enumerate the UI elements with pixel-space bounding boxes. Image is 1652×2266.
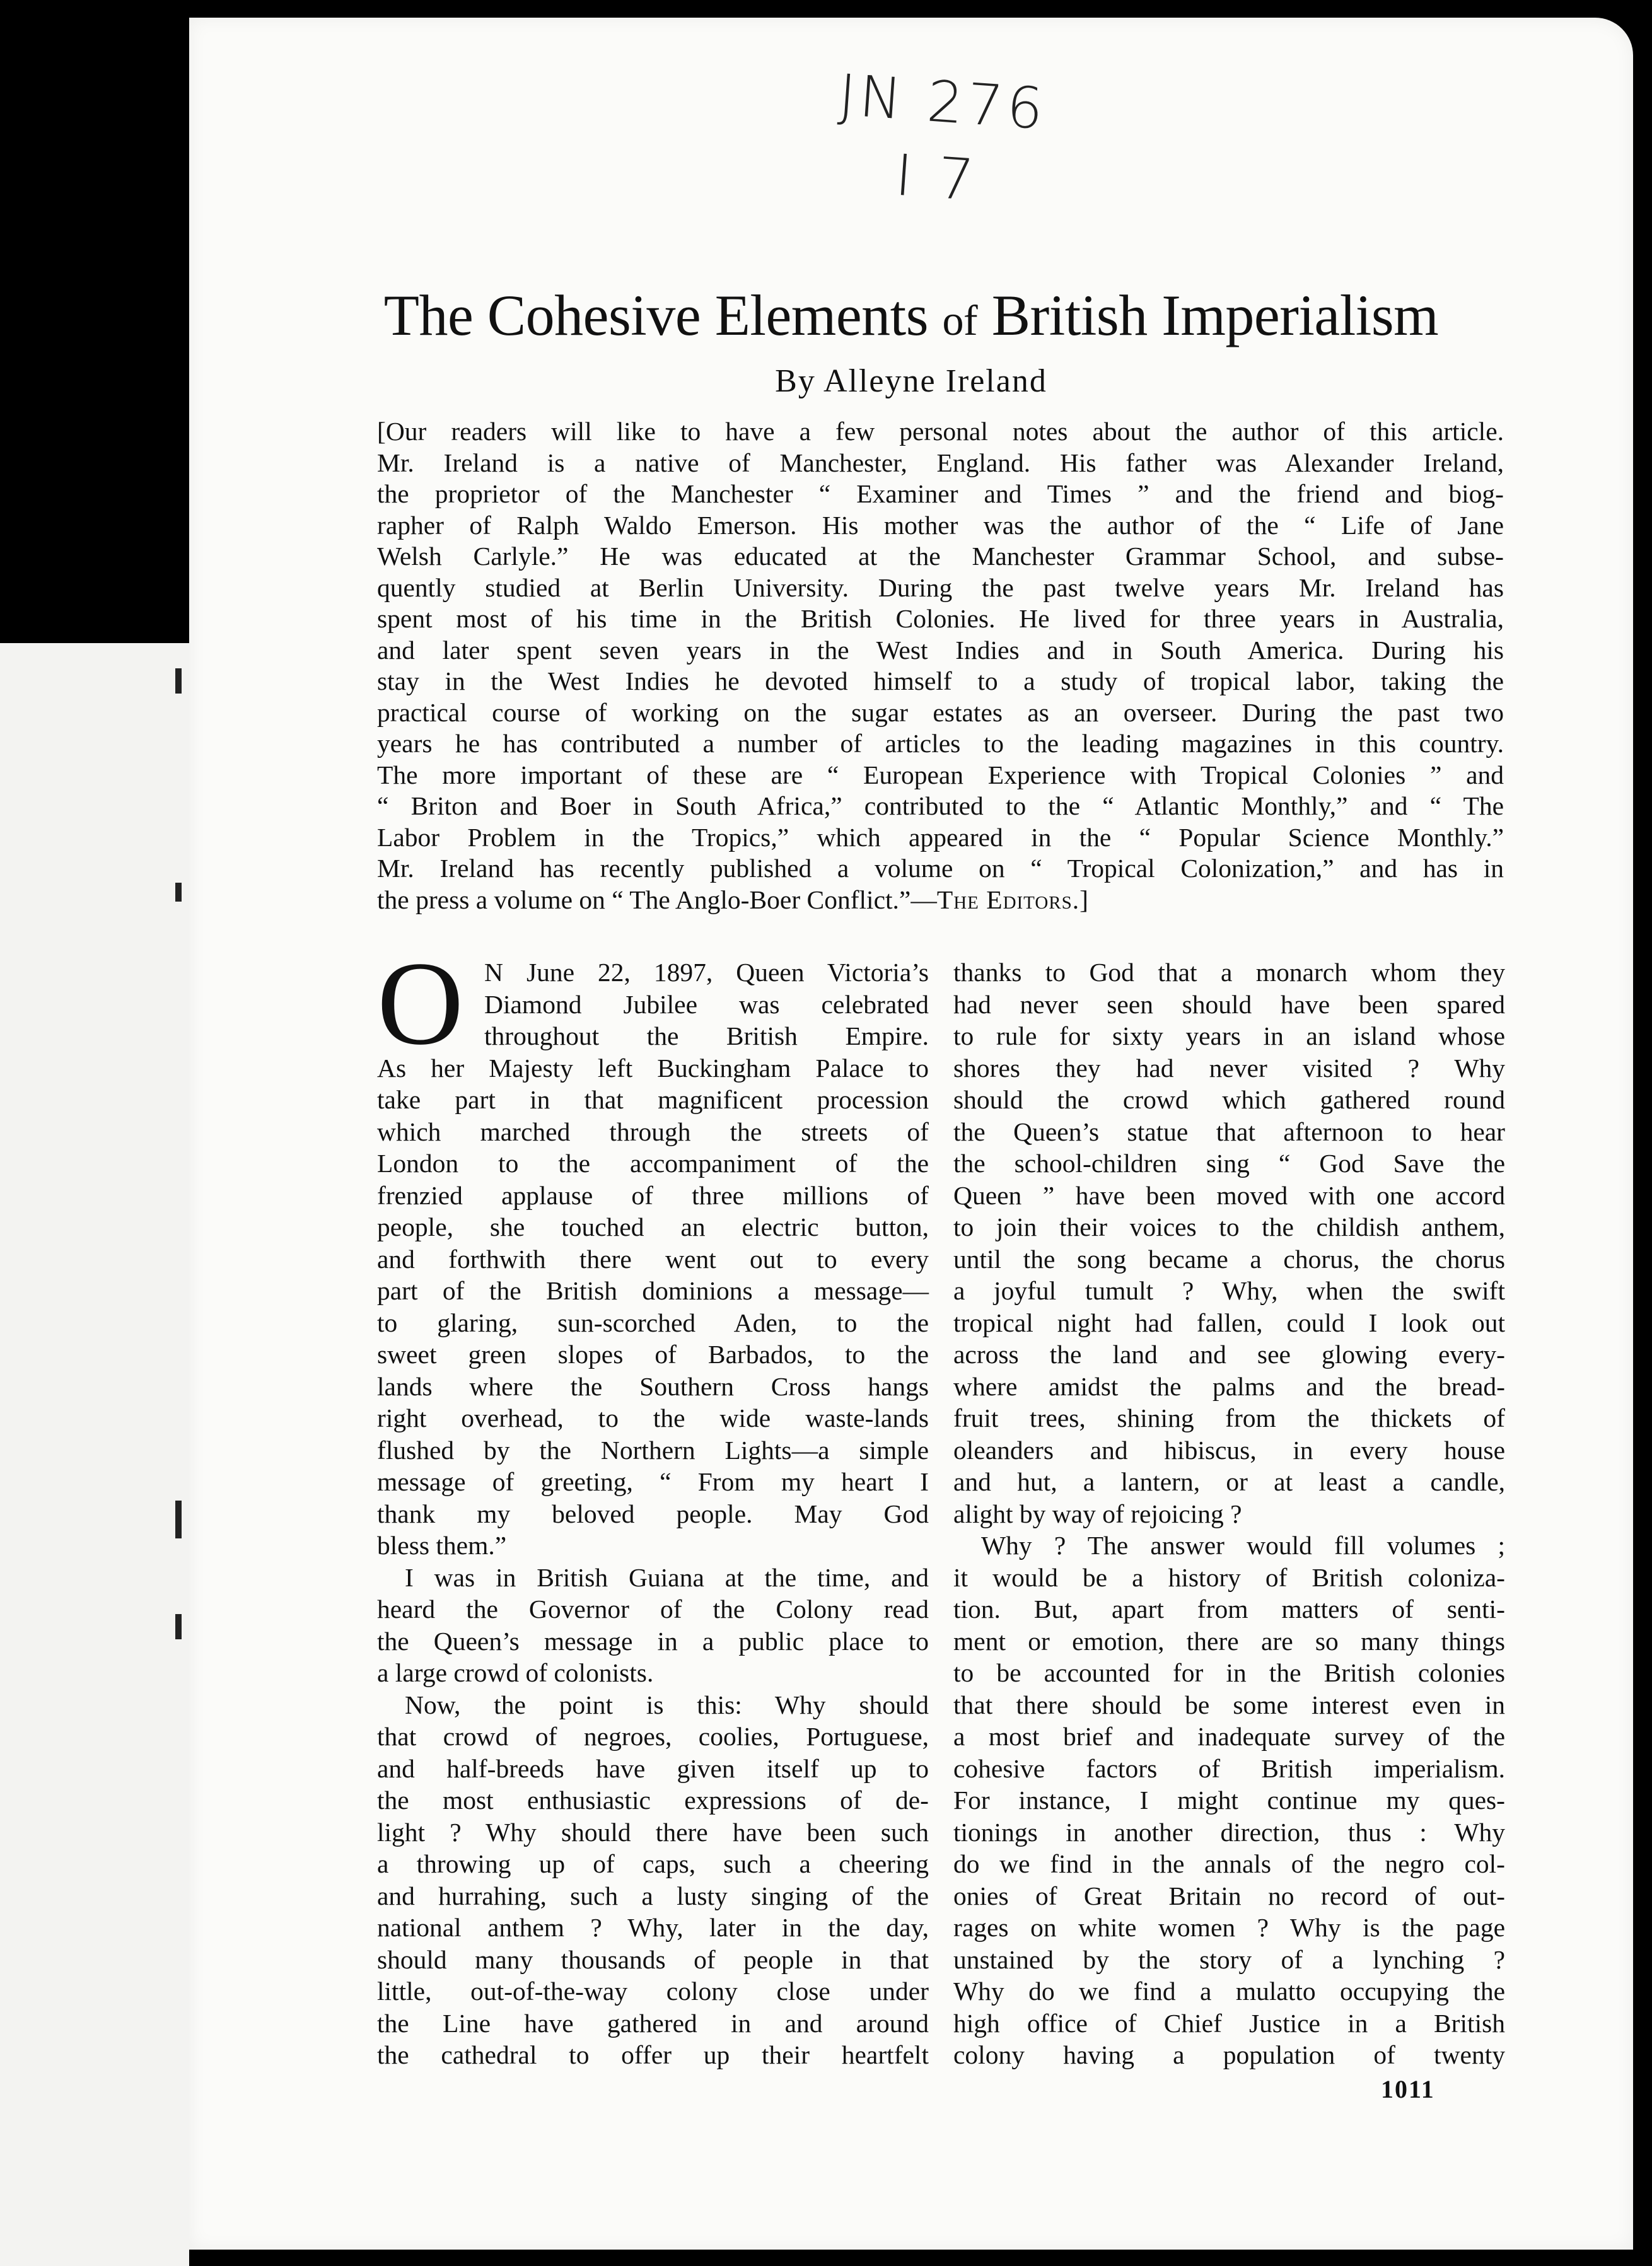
column-line: tionings in another direction, thus : Why [953,1817,1505,1847]
column-line: onies of Great Britain no record of out- [953,1881,1505,1910]
column-line: shores they had never visited ? Why [953,1053,1505,1083]
column-line: N June 22, 1897, Queen Victoria’s [484,958,929,987]
column-line: ment or emotion, there are so many things [953,1626,1505,1656]
column-line: a large crowd of colonists. [377,1658,654,1687]
column-line: unstained by the story of a lynching ? [953,1944,1505,1974]
binding-mark [175,668,182,694]
column-line: should many thousands of people in that [377,1944,929,1974]
column-line: the cathedral to offer up their heartfelt [377,2040,929,2069]
intro-line: spent most of his time in the British Colonies. He lived for three years in Australia, [377,604,1504,633]
column-line: bless them.” [377,1531,507,1560]
title-part-1: The Cohesive Elements [383,283,929,347]
column-line: rages on white women ? Why is the page [953,1913,1505,1942]
editors-intro [377,416,1504,915]
handwritten-call-number-2: I 7 [893,142,980,214]
column-line: it would be a history of British coloniza- [953,1562,1505,1592]
intro-last-text: the press a volume on “ The Anglo-Boer Conflict.”— [377,885,937,914]
handwritten-call-number: JN 276 [836,62,1049,143]
column-line: national anthem ? Why, later in the day, [377,1913,929,1942]
column-line: until the song became a chorus, the chorus [953,1244,1505,1274]
column-line: the Queen’s statue that afternoon to hear [953,1117,1505,1146]
column-line: flushed by the Northern Lights—a simple [377,1435,929,1465]
column-line: the most enthusiastic expressions of de- [377,1786,929,1815]
column-line: tion. But, apart from matters of senti- [953,1595,1505,1624]
binding-mark [175,883,182,902]
column-line: light ? Why should there have been such [377,1817,929,1847]
column-line: part of the British dominions a message— [377,1276,929,1305]
column-line: and hut, a lantern, or at least a candle, [953,1467,1505,1496]
column-line: thanks to God that a monarch whom they [953,958,1505,987]
drop-cap: O [377,938,464,1070]
column-line: should the crowd which gathered round [953,1085,1505,1114]
column-line: Why ? The answer would fill volumes ; [981,1531,1505,1560]
column-line: alight by way of rejoicing ? [953,1499,1242,1528]
column-line: cohesive factors of British imperialism. [953,1753,1505,1783]
column-line: Diamond Jubilee was celebrated [484,989,929,1019]
column-line: across the land and see glowing every- [953,1340,1505,1369]
intro-line: Welsh Carlyle.” He was educated at the Manchester Grammar School, and subse- [377,542,1504,571]
column-line: the school-children sing “ God Save the [953,1149,1505,1178]
editors-signature: The Editors. [936,885,1080,914]
binding-mark [175,1501,182,1538]
column-line: that there should be some interest even in [953,1690,1505,1719]
column-line: a joyful tumult ? Why, when the swift [953,1276,1505,1305]
column-line: thank my beloved people. May God [377,1499,929,1528]
column-line: sweet green slopes of Barbados, to the [377,1340,929,1369]
column-line: Now, the point is this: Why should [405,1690,929,1719]
column-line: oleanders and hibiscus, in every house [953,1435,1505,1465]
column-line: tropical night had fallen, could I look out [953,1308,1505,1337]
column-line: frenzied applause of three millions of [377,1180,929,1210]
left-column [377,956,929,2071]
column-line: message of greeting, “ From my heart I [377,1467,929,1496]
column-line: take part in that magnificent procession [377,1085,929,1114]
intro-last-line [377,885,1504,916]
intro-line: quently studied at Berlin University. During the past twelve years Mr. Ireland has [377,572,1504,602]
column-line: For instance, I might continue my ques- [953,1786,1505,1815]
intro-line: stay in the West Indies he devoted himself to a study of tropical labor, taking the [377,666,1504,695]
title-part-2: British Imperialism [991,283,1439,347]
intro-line: and later spent seven years in the West Indies and in South America. During his [377,635,1504,665]
intro-line: practical course of working on the sugar estates as an overseer. During the past two [377,697,1504,727]
column-line: the Line have gathered in and around [377,2008,929,2038]
column-line: London to the accompaniment of the [377,1149,929,1178]
binding-mark [175,1614,182,1639]
intro-line: [Our readers will like to have a few personal notes about the author of this article. [377,417,1504,446]
column-line: right overhead, to the wide waste-lands [377,1403,929,1432]
column-line: to glaring, sun-scorched Aden, to the [377,1308,929,1337]
right-column [953,956,1505,2071]
column-line: Why do we find a mulatto occupying the [953,1977,1505,2006]
column-line: As her Majesty left Buckingham Palace to [377,1053,929,1083]
byline: By Alleyne Ireland [775,363,1047,399]
column-line: people, she touched an electric button, [377,1212,929,1241]
column-line: throughout the British Empire. [484,1021,929,1050]
intro-line: Mr. Ireland has recently published a volume on “ Tropical Colonization,” and has in [377,854,1504,883]
column-line: a most brief and inadequate survey of the [953,1722,1505,1751]
column-line: Queen ” have been moved with one accord [953,1180,1505,1210]
column-line: lands where the Southern Cross hangs [377,1371,929,1401]
column-line: I was in British Guiana at the time, and [405,1562,929,1592]
intro-line: Mr. Ireland is a native of Manchester, England. His father was Alexander Ireland, [377,448,1504,477]
intro-line: the proprietor of the Manchester “ Examiner and Times ” and the friend and biog- [377,479,1504,508]
column-line: and forthwith there went out to every [377,1244,929,1274]
intro-line: The more important of these are “ European Experience with Tropical Colonies ” and [377,760,1504,789]
intro-line: years he has contributed a number of articles to the leading magazines in this country. [377,729,1504,758]
scan-left-margin [0,643,189,2266]
intro-line: “ Briton and Boer in South Africa,” contributed to the “ Atlantic Monthly,” and “ The [377,791,1504,820]
column-line: had never seen should have been spared [953,989,1505,1019]
intro-line: Labor Problem in the Tropics,” which appeared in the “ Popular Science Monthly.” [377,822,1504,852]
title-of: of [942,296,978,344]
column-line: to rule for sixty years in an island whose [953,1021,1505,1050]
column-line: to be accounted for in the British colonies [953,1658,1505,1687]
column-line: colony having a population of twenty [953,2040,1505,2069]
intro-line: rapher of Ralph Waldo Emerson. His mother was the author of the “ Life of Jane [377,510,1504,540]
column-line: high office of Chief Justice in a British [953,2008,1505,2038]
column-line: heard the Governor of the Colony read [377,1595,929,1624]
column-line: to join their voices to the childish anthem, [953,1212,1505,1241]
column-line: where amidst the palms and the bread- [953,1371,1505,1401]
intro-bracket: ] [1079,885,1088,914]
column-line: do we find in the annals of the negro col- [953,1849,1505,1878]
column-line: and hurrahing, such a lusty singing of the [377,1881,929,1910]
column-line: a throwing up of caps, such a cheering [377,1849,929,1878]
article-title [189,284,1633,347]
column-line: which marched through the streets of [377,1117,929,1146]
page-number: 1011 [1381,2075,1435,2103]
column-line: the Queen’s message in a public place to [377,1626,929,1656]
column-line: fruit trees, shining from the thickets of [953,1403,1505,1432]
column-line: little, out-of-the-way colony close under [377,1977,929,2006]
column-line: and half-breeds have given itself up to [377,1753,929,1783]
column-line: that crowd of negroes, coolies, Portuguese, [377,1722,929,1751]
